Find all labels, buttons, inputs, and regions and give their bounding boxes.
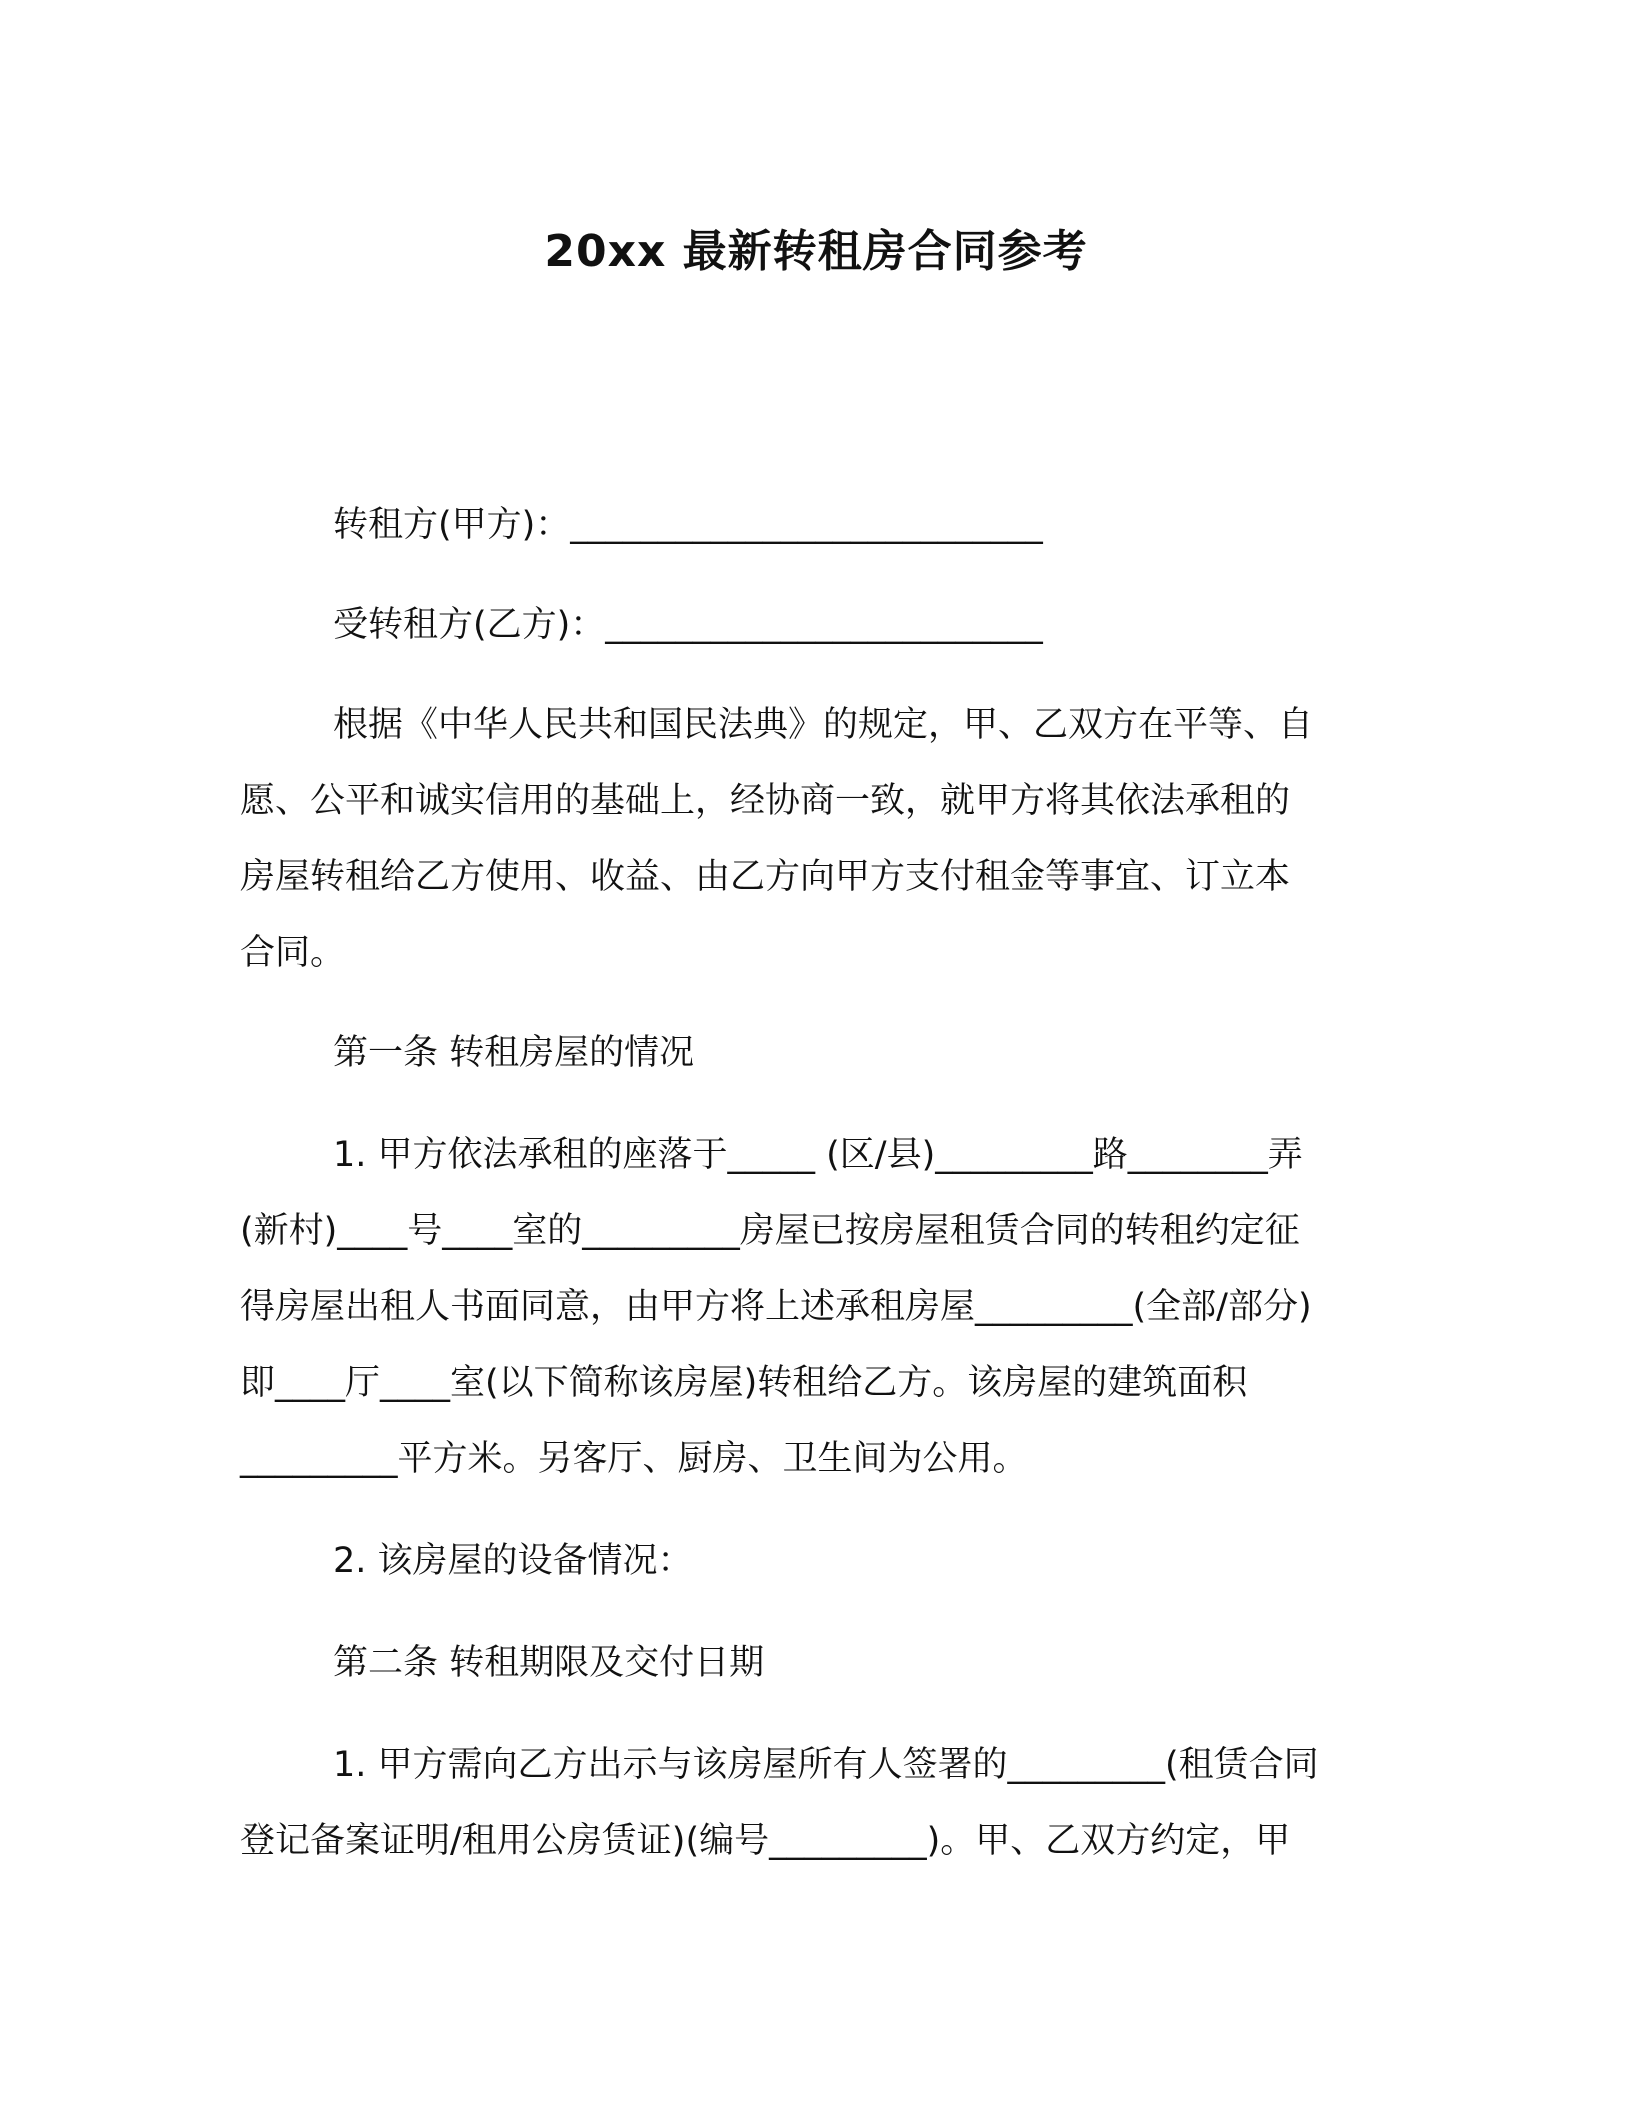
article-2-clause-1-line-2: 登记备案证明/租用公房赁证)(编号_________)。甲、乙双方约定，甲: [240, 1821, 1291, 1861]
article-1-clause-1-line-4: 即____厅____室(以下简称该房屋)转租给乙方。该房屋的建筑面积: [240, 1363, 1248, 1403]
article-1-clause-1-line-2: (新村)____号____室的_________房屋已按房屋租赁合同的转租约定征: [240, 1211, 1300, 1251]
preamble-line-1: 根据《中华人民共和国民法典》的规定，甲、乙双方在平等、自: [333, 705, 1314, 745]
preamble-line-4: 合同。: [240, 933, 346, 973]
article-2-clause-1-line-1: 1. 甲方需向乙方出示与该房屋所有人签署的_________(租赁合同: [333, 1745, 1319, 1785]
article-1-clause-1-line-5: _________平方米。另客厅、厨房、卫生间为公用。: [240, 1439, 1028, 1479]
sublessor-line: 转租方(甲方)：___________________________: [333, 505, 1043, 545]
article-1-heading: 第一条 转租房屋的情况: [333, 1033, 695, 1073]
preamble-line-2: 愿、公平和诚实信用的基础上，经协商一致，就甲方将其依法承租的: [240, 781, 1291, 821]
preamble-line-3: 房屋转租给乙方使用、收益、由乙方向甲方支付租金等事宜、订立本: [240, 857, 1291, 897]
article-1-clause-1-line-1: 1. 甲方依法承租的座落于_____ (区/县)_________路________弄: [333, 1135, 1303, 1175]
article-2-heading: 第二条 转租期限及交付日期: [333, 1643, 765, 1683]
document-title: 20xx 最新转租房合同参考: [544, 226, 1088, 277]
article-1-clause-1-line-3: 得房屋出租人书面同意，由甲方将上述承租房屋_________(全部/部分): [240, 1287, 1312, 1327]
article-1-clause-2: 2. 该房屋的设备情况：: [333, 1541, 693, 1581]
sublessee-line: 受转租方(乙方)：_________________________: [333, 605, 1043, 645]
